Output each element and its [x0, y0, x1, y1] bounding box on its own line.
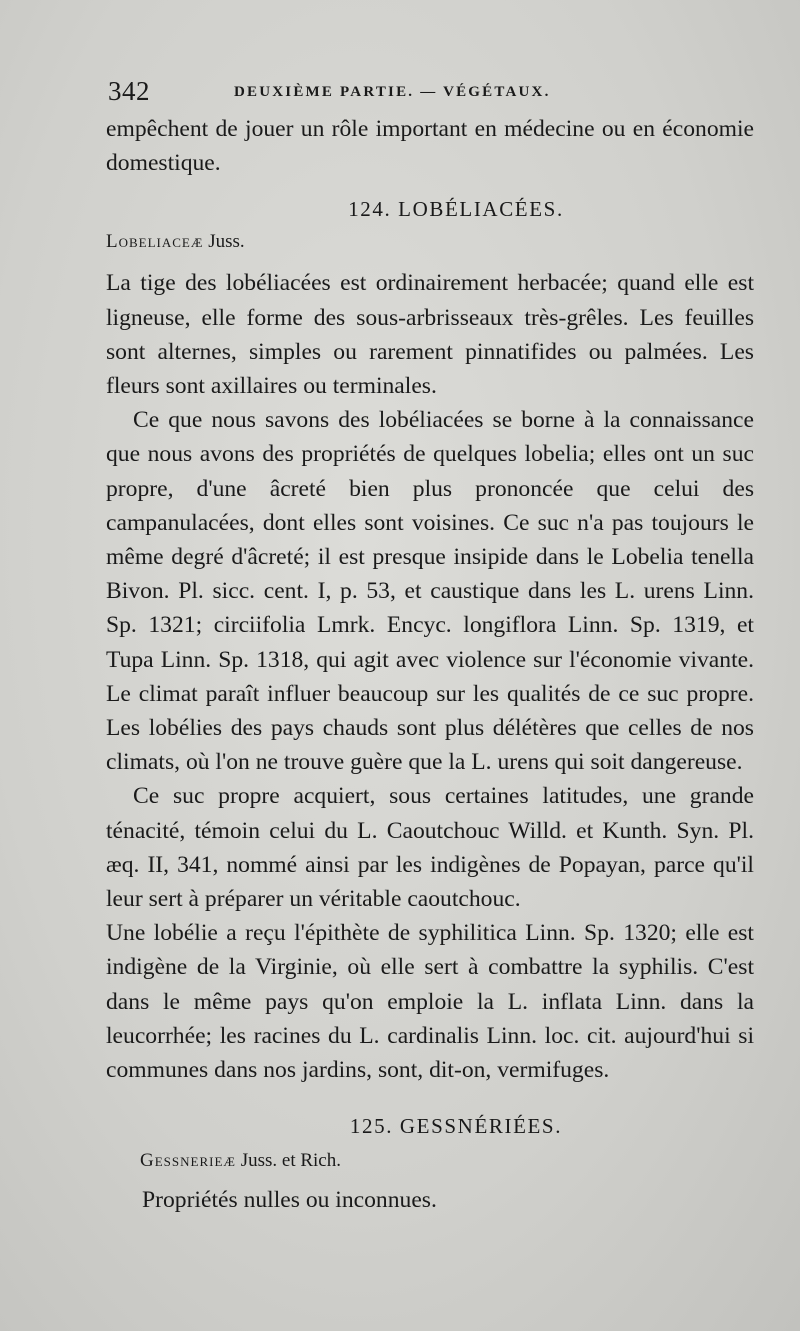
section-heading-124: 124. LOBÉLIACÉES. — [348, 197, 564, 222]
section-heading-125: 125. GESSNÉRIÉES. — [349, 1114, 563, 1139]
paragraph-caoutchouc: Ce suc propre acquiert, sous certaines latitudes, une grande ténacité, témoin celui du L. Caoutchouc Willd. et Kunth. Syn. Pl. æq. II, 341, nommé ainsi par les indigènes de Popayan, parce qu'il leur sert à préparer un véritable caoutchouc. — [106, 783, 754, 913]
family-authority: Juss. et Rich. — [240, 1150, 341, 1172]
family-name: Gessnerieæ — [140, 1150, 236, 1172]
family-authority: Juss. — [208, 231, 245, 253]
paragraph-properties: Ce que nous savons des lobéliacées se borne à la connaissance que nous avons des propriétés de quelques lobelia; elles ont un suc propre, d'une âcreté bien plus prononcée que celui des campanulacées, dont elles sont voisines. Ce suc n'a pas toujours le même degré d'âcreté; il est presque insipide dans le Lobelia tenella Bivon. Pl. sicc. cent. I, p. 53, et caustique dans les L. urens Linn. Sp. 1321; circiifolia Lmrk. Encyc. longiflora Linn. Sp. 1319, et Tupa Linn. Sp. 1318, qui agit avec violence sur l'économie vivante. Le climat paraît influer beaucoup sur les qualités de ce suc propre. Les lobélies des pays chauds sont plus délétères que celles de nos climats, où l'on ne trouve guère que la L. urens qui soit dangereuse. — [106, 407, 754, 776]
text-block — [106, 72, 754, 1217]
intro-paragraph: empêchent de jouer un rôle important en médecine ou en économie domestique. — [106, 116, 754, 177]
family-name-line-125 — [140, 1147, 754, 1175]
page-number: 342 — [108, 76, 150, 106]
paragraph-gessneriees: Propriétés nulles ou inconnues. — [142, 1187, 437, 1214]
paragraph-stem-description: La tige des lobéliacées est ordinairement herbacée; quand elle est ligneuse, elle forme des sous-arbrisseaux très-grêles. Les feuilles sont alternes, simples ou rarement pinnatifides ou palmées. Les fleurs sont axillaires ou terminales. — [106, 270, 754, 400]
family-name-line-124 — [106, 228, 754, 256]
running-head — [106, 72, 754, 112]
running-title: DEUXIÈME PARTIE. — VÉGÉTAUX. — [234, 84, 551, 100]
family-name: Lobeliaceæ — [106, 231, 204, 253]
paragraph-syphilitica: Une lobélie a reçu l'épithète de syphilitica Linn. Sp. 1320; elle est indigène de la Virginie, où elle sert à combattre la syphilis. C'est dans le même pays qu'on emploie la L. inflata Linn. dans la leucorrhée; les racines du L. cardinalis Linn. loc. cit. aujourd'hui si communes dans nos jardins, sont, dit-on, vermifuges. — [106, 920, 754, 1084]
